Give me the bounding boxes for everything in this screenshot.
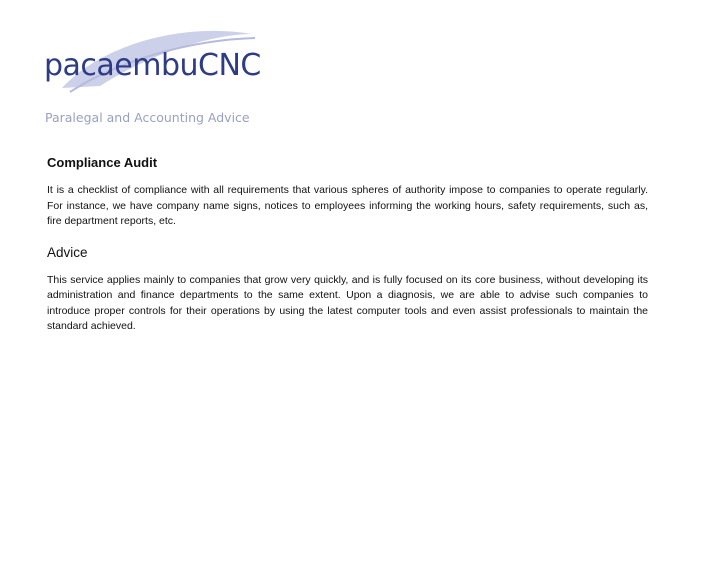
company-logo — [40, 26, 280, 130]
section-paragraph: This service applies mainly to companies that grow very quickly, and is fully focused on its core business, without developing its administration and finance departments to the same extent. Upon a diagnosis, we are able to advise such companies to introduce proper controls for their operations by using the latest computer tools and even assist professionals to maintain the standard achieved. — [47, 273, 648, 332]
section-heading: Compliance Audit — [47, 155, 158, 170]
logo-brand-text: pacaembuCNC — [44, 48, 261, 83]
section-paragraph: It is a checklist of compliance with all requirements that various spheres of authority impose to companies to operate regularly. For instance, we have company name signs, notices to employees informing the working hours, safety requirements, such as, fire department reports, etc. — [47, 184, 648, 227]
section-advice — [47, 244, 648, 335]
logo-tagline: Paralegal and Accounting Advice — [45, 110, 250, 125]
section-compliance-audit — [47, 154, 648, 230]
document-body — [47, 154, 648, 335]
section-heading: Advice — [47, 244, 88, 260]
